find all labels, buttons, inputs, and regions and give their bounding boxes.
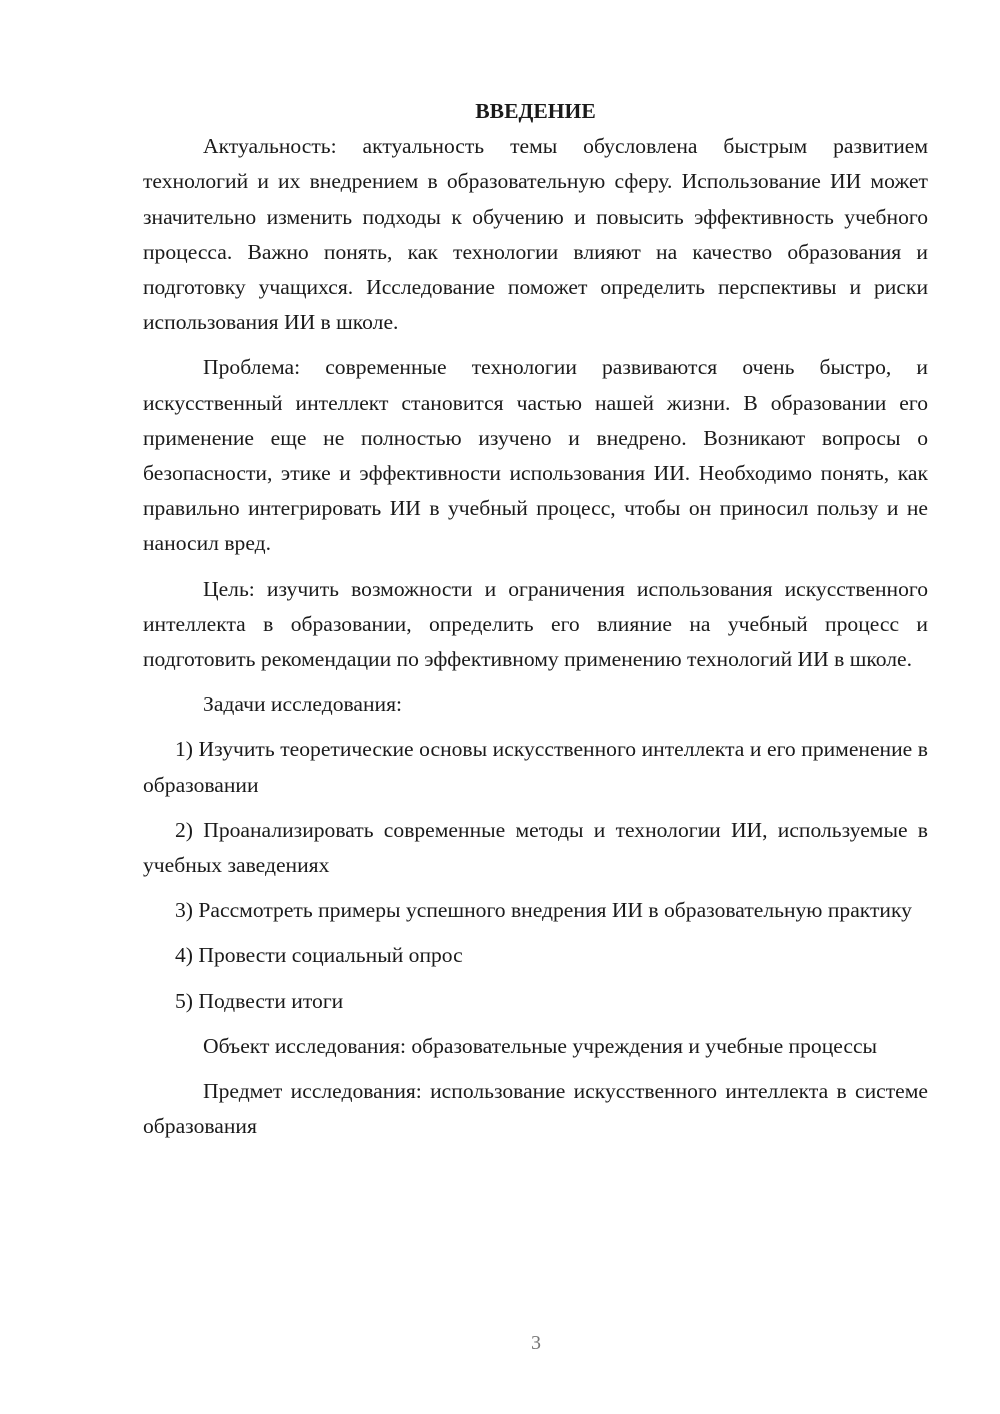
task-item-5: 5) Подвести итоги	[175, 988, 344, 1013]
task-item-1: 1) Изучить теоретические основы искусственного интеллекта и его применение в образовании	[143, 737, 928, 797]
relevance-paragraph: Актуальность: актуальность темы обусловлена быстрым развитием технологий и их внедрением в образовательную сферу. Использование ИИ может значительно изменить подходы к обучению и повысить эффективность учебного процесса. Важно понять, как технологии влияют на качество образования и подготовку учащихся. Исследование поможет определить перспективы и риски использования ИИ в школе.	[143, 134, 928, 335]
page-content	[143, 94, 928, 1144]
goal-paragraph: Цель: изучить возможности и ограничения использования искусственного интеллекта в образовании, определить его влияние на учебный процесс и подготовить рекомендации по эффективному применению технологий ИИ в школе.	[143, 576, 928, 672]
task-item-2: 2) Проанализировать современные методы и технологии ИИ, используемые в учебных заведениях	[143, 817, 928, 878]
task-item-4: 4) Провести социальный опрос	[175, 943, 463, 968]
object-paragraph: Объект исследования: образовательные учреждения и учебные процессы	[203, 1033, 878, 1058]
tasks-heading: Задачи исследования:	[203, 692, 403, 717]
problem-paragraph: Проблема: современные технологии развиваются очень быстро, и искусственный интеллект становится частью нашей жизни. В образовании его применение еще не полностью изучено и внедрено. Возникают вопросы о безопасности, этике и эффективности использования ИИ. Необходимо понять, как правильно интегрировать ИИ в учебный процесс, чтобы он приносил пользу и не наносил вред.	[143, 355, 928, 556]
task-item-3: 3) Рассмотреть примеры успешного внедрения ИИ в образовательную практику	[175, 898, 912, 923]
page-title: ВВЕДЕНИЕ	[475, 99, 596, 123]
page-number: 3	[531, 1332, 541, 1354]
subject-paragraph: Предмет исследования: использование искусственного интеллекта в системе образования	[143, 1079, 928, 1139]
